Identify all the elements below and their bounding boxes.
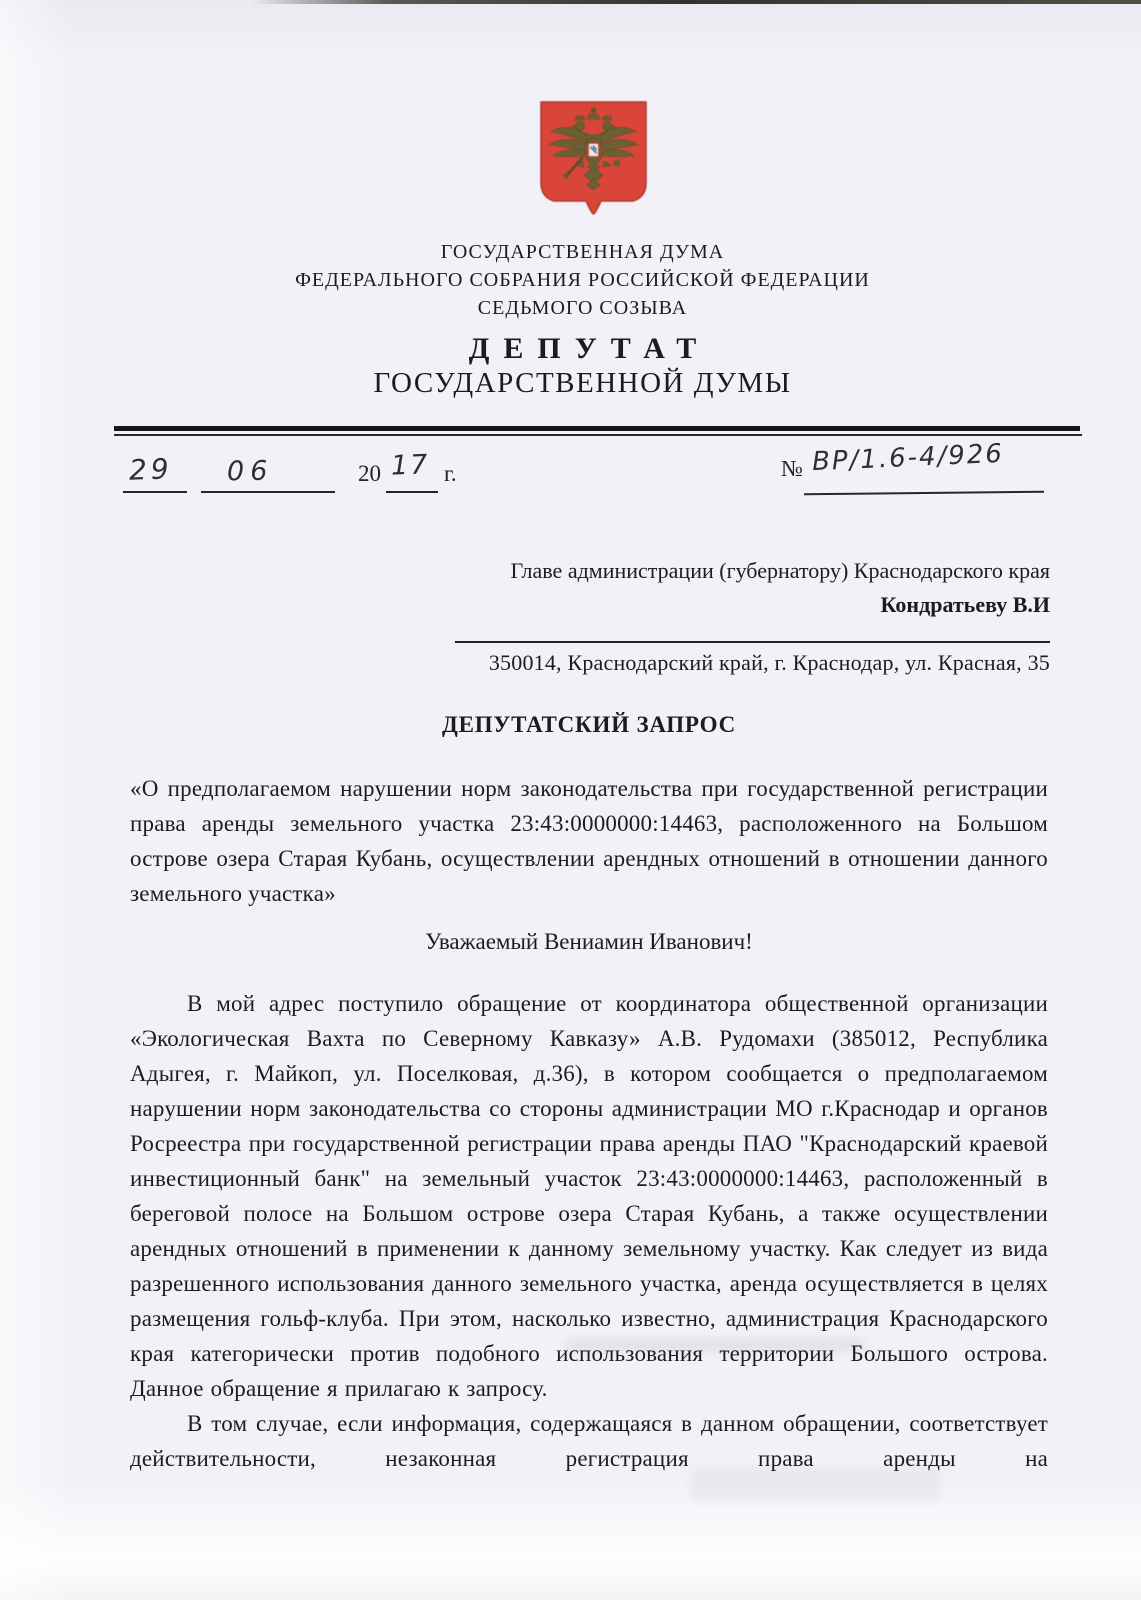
day-underline <box>123 491 187 493</box>
document-subject: «О предполагаемом нарушении норм законодательства при государственной регистрации права аренды земельного участка 23:43:0000000:14463, расположенного на Большом острове озера Старая Кубань, осуществлении арендных отношений в отношении данного земельного участка» <box>130 776 1048 906</box>
letterhead-rule-thick <box>114 426 1080 431</box>
role-subtitle: ГОСУДАРСТВЕННОЙ ДУМЫ <box>373 367 792 399</box>
russia-coat-of-arms-emblem <box>537 99 650 219</box>
document-title: ДЕПУТАТСКИЙ ЗАПРОС <box>441 712 737 737</box>
handwritten-number: ВР/1.6-4/926 <box>811 438 1005 478</box>
number-label: № <box>781 456 803 481</box>
year-underline <box>386 491 438 493</box>
letterhead-org-block <box>100 238 1065 322</box>
addressee-rule <box>455 641 1050 643</box>
body-paragraph-1: В мой адрес поступило обращение от координатора общественной организации «Экологическая Вахта по Северному Кавказу» А.В. Рудомахи (385012, Республика Адыгея, г. Майкоп, ул. Поселковая, д.36), в котором сообщается о предполагаемом нарушении норм законодательства со стороны администрации МО г.Краснодар и органов Росреестра при государственной регистрации права аренды ПАО "Краснодарский краевой инвестиционный банк" на земельный участок 23:43:0000000:14463, расположенный в береговой полосе на Большом острове озера Старая Кубань, а также осуществлении арендных отношений в применении к данному земельному участку. Как следует из вида разрешенного использования данного земельного участка, аренда осуществляется в целях размещения гольф-клуба. При этом, насколько известно, администрация Краснодарского края категорически против подобного использования территории Большого острова. Данное обращение я прилагаю к запросу. <box>130 991 1048 1401</box>
month-underline <box>201 491 335 493</box>
double-headed-eagle-icon <box>537 99 650 219</box>
letterhead-rule-thin <box>114 434 1082 436</box>
letterhead-role-block <box>100 331 1065 400</box>
addressee-block <box>372 556 1050 678</box>
salutation: Уважаемый Вениамин Иванович! <box>425 929 753 954</box>
year-suffix: г. <box>444 461 457 486</box>
number-underline <box>804 491 1044 496</box>
handwritten-day: 29 <box>128 452 174 487</box>
org-line-3: СЕДЬМОГО СОЗЫВА <box>477 297 688 319</box>
org-line-1: ГОСУДАРСТВЕННАЯ ДУМА <box>440 241 725 263</box>
addressee-name: Кондратьеву В.И <box>880 592 1050 617</box>
handwritten-year: 17 <box>390 449 430 482</box>
handwritten-month: 06 <box>226 455 274 488</box>
addressee-position: Главе администрации (губернатору) Краснодарского края <box>510 558 1050 583</box>
body-paragraph-2: В том случае, если информация, содержащаяся в данном обращении, соответствует действительности, незаконная регистрация права аренды на <box>130 1411 1048 1471</box>
addressee-address: 350014, Краснодарский край, г. Краснодар, ул. Красная, 35 <box>488 650 1050 675</box>
printed-year-prefix: 20 <box>358 461 381 486</box>
org-line-2: ФЕДЕРАЛЬНОГО СОБРАНИЯ РОССИЙСКОЙ ФЕДЕРАЦИИ <box>295 269 870 291</box>
scan-edge-line <box>0 0 1141 4</box>
letter-body <box>130 704 1048 1476</box>
role-title: ДЕПУТАТ <box>468 332 711 365</box>
